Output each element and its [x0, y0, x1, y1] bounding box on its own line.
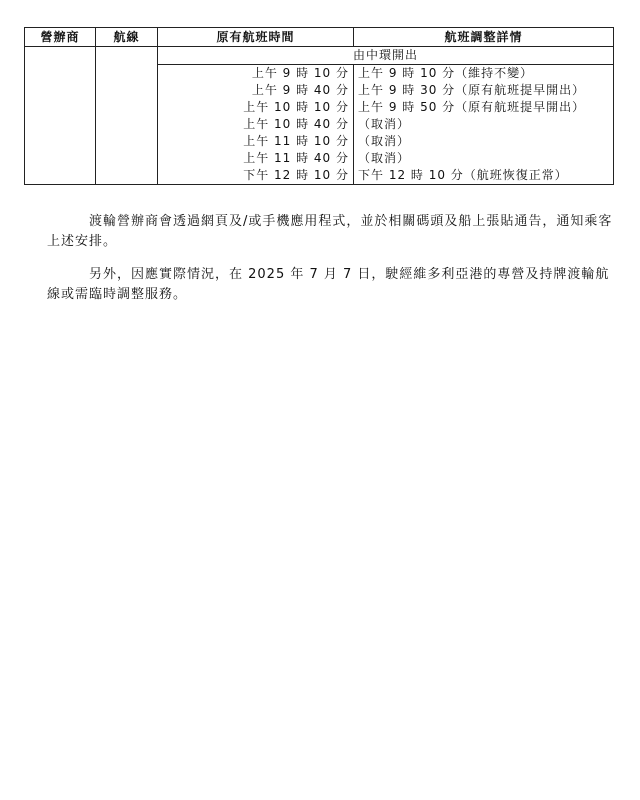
adjusted-time: （取消）	[354, 150, 614, 167]
original-time: 上午 10 時 40 分	[158, 116, 354, 133]
original-time: 上午 9 時 40 分	[158, 82, 354, 99]
header-adjustment-details: 航班調整詳情	[354, 28, 614, 47]
operator-cell	[25, 47, 96, 185]
ferry-schedule-table	[24, 27, 614, 185]
adjusted-time: 上午 9 時 10 分（維持不變）	[354, 65, 614, 83]
table-header-row	[25, 28, 614, 47]
adjusted-time: （取消）	[354, 133, 614, 150]
adjusted-time: （取消）	[354, 116, 614, 133]
adjustment-paragraph: 另外，因應實際情況，在 2025 年 7 月 7 日，駛經維多利亞港的專營及持牌渡輪航線或需臨時調整服務。	[47, 267, 610, 302]
route-cell	[96, 47, 158, 185]
adjusted-time: 上午 9 時 30 分（原有航班提早開出）	[354, 82, 614, 99]
notice-paragraph: 渡輪營辦商會透過網頁及/或手機應用程式，並於相關碼頭及船上張貼通告，通知乘客上述安排。	[47, 214, 613, 249]
header-original-time: 原有航班時間	[158, 28, 354, 47]
subheader-row	[25, 47, 614, 65]
adjusted-time: 上午 9 時 50 分（原有航班提早開出）	[354, 99, 614, 116]
original-time: 上午 9 時 10 分	[158, 65, 354, 83]
adjusted-time: 下午 12 時 10 分（航班恢復正常）	[354, 167, 614, 185]
header-operator: 營辦商	[25, 28, 96, 47]
header-route: 航線	[96, 28, 158, 47]
original-time: 上午 11 時 40 分	[158, 150, 354, 167]
original-time: 上午 10 時 10 分	[158, 99, 354, 116]
original-time: 下午 12 時 10 分	[158, 167, 354, 185]
departure-subheader: 由中環開出	[158, 47, 614, 65]
original-time: 上午 11 時 10 分	[158, 133, 354, 150]
